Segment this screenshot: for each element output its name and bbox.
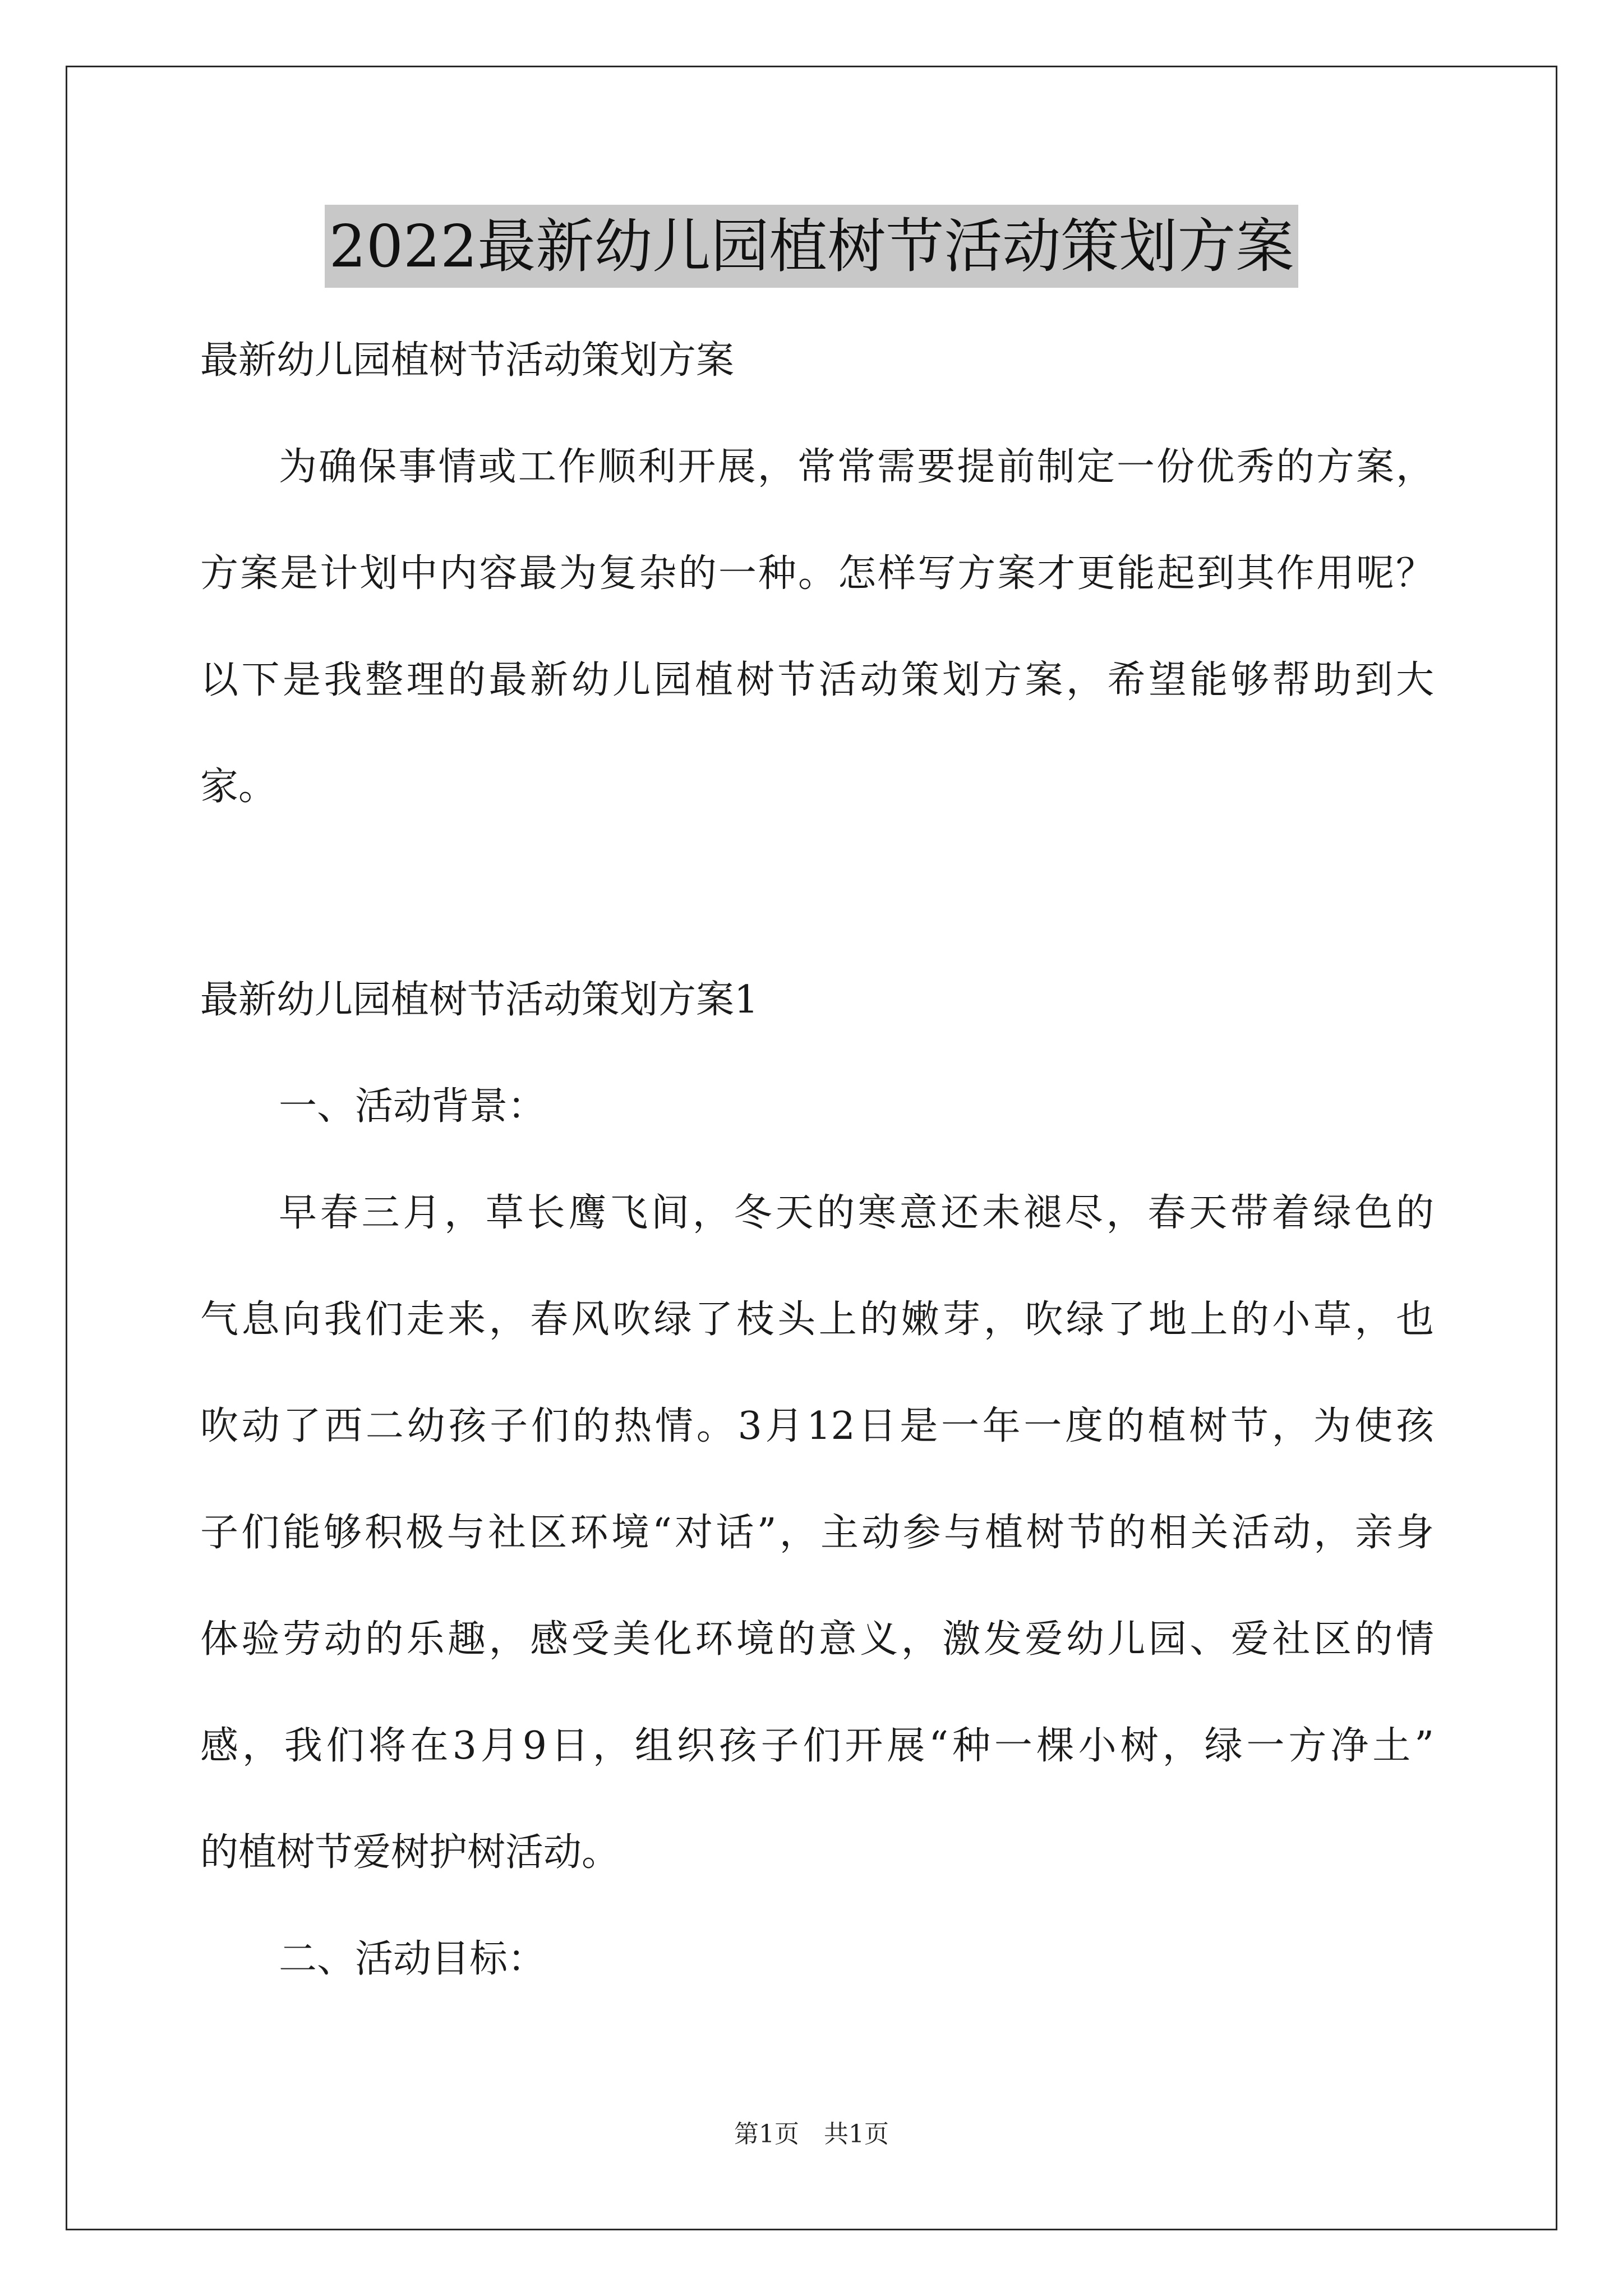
title-container	[0, 205, 1623, 288]
intro-heading: 最新幼儿园植树节活动策划方案	[200, 338, 735, 383]
body-line: 吹动了西二幼孩子们的热情。3月12日是一年一度的植树节，为使孩	[200, 1404, 1434, 1448]
intro-line: 为确保事情或工作顺利开展，常常需要提前制定一份优秀的方案，	[279, 445, 1434, 489]
subsection-heading: 一、活动背景：	[279, 1084, 546, 1129]
intro-line: 方案是计划中内容最为复杂的一种。怎样写方案才更能起到其作用呢？	[200, 551, 1434, 596]
page-number: 第1页	[734, 2120, 799, 2148]
intro-line: 家。	[200, 765, 277, 809]
document-body	[200, 307, 1434, 2013]
body-line: 早春三月，草长鹰飞间，冬天的寒意还未褪尽，春天带着绿色的	[279, 1191, 1434, 1235]
body-line: 子们能够积极与社区环境“对话”，主动参与植树节的相关活动，亲身	[200, 1511, 1434, 1555]
page-footer	[0, 2118, 1623, 2151]
page-total: 共1页	[824, 2120, 889, 2148]
body-line: 感，我们将在3月9日，组织孩子们开展“种一棵小树，绿一方净土”	[200, 1724, 1434, 1768]
paragraph-gap	[200, 840, 1434, 947]
intro-line: 以下是我整理的最新幼儿园植树节活动策划方案，希望能够帮助到大	[200, 658, 1434, 702]
document-title: 2022最新幼儿园植树节活动策划方案	[325, 205, 1299, 288]
body-line: 的植树节爱树护树活动。	[200, 1830, 620, 1875]
subsection-heading: 二、活动目标：	[279, 1937, 546, 1981]
body-line: 体验劳动的乐趣，感受美化环境的意义，激发爱幼儿园、爱社区的情	[200, 1617, 1434, 1662]
body-line: 气息向我们走来，春风吹绿了枝头上的嫩芽，吹绿了地上的小草，也	[200, 1297, 1434, 1342]
section-heading: 最新幼儿园植树节活动策划方案1	[200, 978, 759, 1022]
